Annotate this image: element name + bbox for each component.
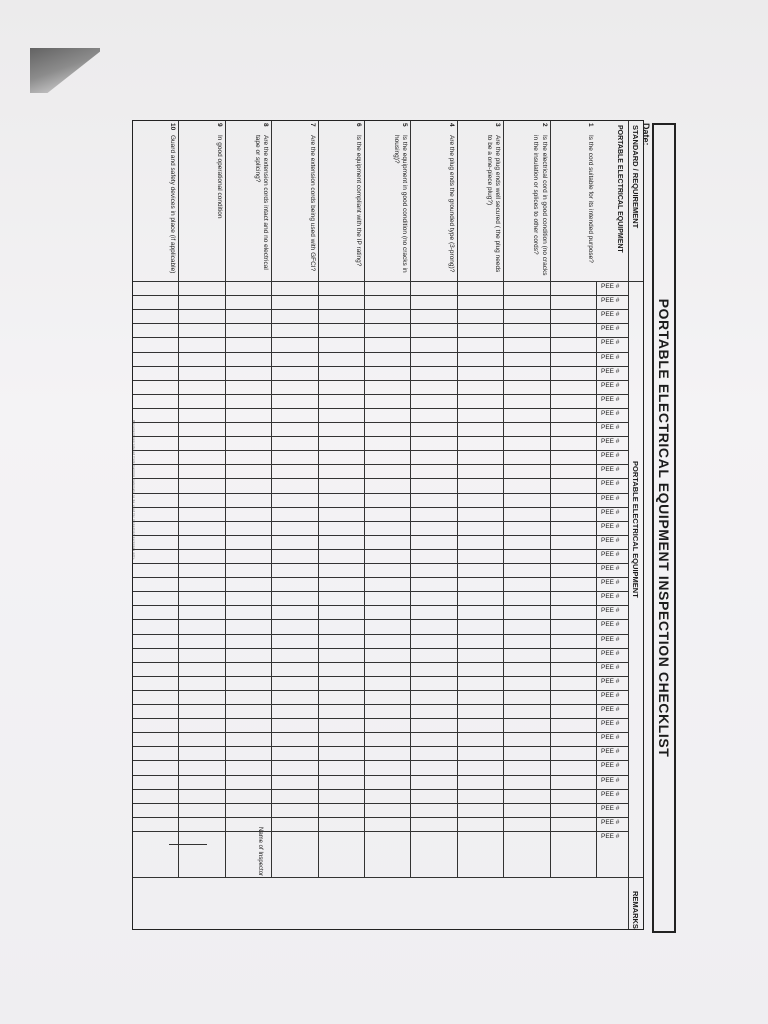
requirement-row [253,123,269,279]
pee-column-divider [133,563,629,564]
pee-column-divider [133,309,629,310]
pee-column-divider [133,464,629,465]
pee-number-label: PEE # [601,353,620,361]
pee-number-label: PEE # [601,438,620,446]
pee-number-label: PEE # [601,466,620,474]
pee-number-label: PEE # [601,579,620,587]
header-remarks: REMARKS [631,891,640,929]
pee-column-divider [133,605,629,606]
pee-number-label: PEE # [601,635,620,643]
pee-number-label: PEE # [601,621,620,629]
checklist-sheet [129,120,684,940]
requirement-row [168,123,176,279]
requirement-row [354,123,362,279]
pee-label-band-line [596,281,597,877]
requirement-number: 2 [540,123,548,127]
pee-number-label: PEE # [601,522,620,530]
header-equipment: PORTABLE ELECTRICAL EQUIPMENT [631,461,640,598]
pee-column-divider [133,295,629,296]
table-header-row [628,121,643,929]
pee-column-divider [133,507,629,508]
pee-column-divider [133,803,629,804]
pee-number-label: PEE # [601,607,620,615]
requirement-row-divider [178,121,179,877]
remarks-column-divider [133,877,643,878]
pee-number-label: PEE # [601,339,620,347]
pee-number-label: PEE # [601,283,620,290]
pee-number-label: PEE # [601,395,620,403]
pee-number-label: PEE # [601,790,620,798]
pee-column-divider [133,337,629,338]
pee-column-divider [133,352,629,353]
pee-column-divider [133,634,629,635]
requirement-row-divider [271,121,272,877]
requirement-text: Are the plug ends well secured ( the plug needs to be a one-piece plug?) [486,135,502,273]
requirement-number: 8 [262,123,270,127]
pee-column-divider [133,521,629,522]
pee-column-divider [133,535,629,536]
pee-column-divider [133,817,629,818]
requirement-row [485,123,501,279]
pee-column-divider [133,436,629,437]
pee-column-divider [133,718,629,719]
pee-column-divider [133,648,629,649]
requirement-text: Is the electrical cord in good condition (no cracks in the insulation or splices to other cords? [532,135,548,276]
requirement-row [586,123,594,279]
requirement-number: 7 [308,123,316,127]
requirement-text: In good operational condition [215,135,223,219]
pee-column-divider [133,450,629,451]
requirement-text: Is the equipment compliant with the IP rating? [355,135,362,267]
pee-number-label: PEE # [601,677,620,685]
pee-number-label: PEE # [601,536,620,544]
requirement-row [447,123,455,279]
requirement-row-divider [225,121,226,877]
pee-number-label: PEE # [601,409,620,417]
pee-number-label: PEE # [601,663,620,671]
requirement-row-divider [503,121,504,877]
pee-number-label: PEE # [601,706,620,713]
pee-number-label: PEE # [601,424,620,431]
date-label: Date: [641,123,651,146]
pee-column-divider [133,619,629,620]
section-label: PORTABLE ELECTRICAL EQUIPMENT [616,125,623,253]
requirement-number: 10 [169,123,177,131]
pee-column-divider [133,493,629,494]
pee-column-divider [133,478,629,479]
pee-column-divider [133,323,629,324]
pee-number-label: PEE # [601,818,620,826]
pee-number-label: PEE # [601,776,620,784]
requirement-row-divider [457,121,458,877]
pee-column-divider [133,746,629,747]
pee-number-label: PEE # [601,734,620,742]
pee-number-label: PEE # [601,593,620,601]
pee-column-divider [133,422,629,423]
requirement-row-divider [364,121,365,877]
requirement-row [531,123,547,279]
pee-number-label: PEE # [601,832,620,840]
pee-column-divider [133,408,629,409]
pee-number-label: PEE # [601,748,620,756]
pee-number-label: PEE # [601,480,620,488]
inspector-signature-line [169,844,207,845]
requirement-row [392,123,408,279]
requirement-text: Are the plug ends the grounded type (3-prong)? [447,135,455,273]
pee-number-label: PEE # [601,325,620,333]
scan-corner-shadow [30,48,100,93]
header-standard: STANDARD / REQUIREMENT [631,125,640,229]
inspector-label: Name of Inspector [257,827,263,877]
requirement-text: Are the extension cords being used with GFCI? [308,135,316,272]
pee-column-divider [133,831,629,832]
requirement-row-divider [550,121,551,877]
requirement-number: 4 [447,123,455,127]
pee-column-divider [133,690,629,691]
pee-number-label: PEE # [601,311,620,319]
page-title: PORTABLE ELECTRICAL EQUIPMENT INSPECTION CHECKLIST [656,298,672,758]
pee-number-label: PEE # [601,381,620,389]
pee-number-label: PEE # [601,494,620,502]
pee-column-divider [133,366,629,367]
footnote: Document reproduced from training materials; to be used for inspection purposes only. [132,420,136,561]
pee-column-divider [133,732,629,733]
requirement-number: 9 [215,123,223,127]
pee-column-divider [133,704,629,705]
requirement-text: Guard and safety devices in place (if applicable) [169,135,177,274]
requirement-column-divider [133,281,643,282]
pee-column-divider [133,789,629,790]
pee-number-label: PEE # [601,565,620,572]
pee-column-divider [133,760,629,761]
pee-number-label: PEE # [601,508,620,516]
requirement-row-divider [410,121,411,877]
pee-number-label: PEE # [601,550,620,558]
pee-number-label: PEE # [601,691,620,699]
pee-column-divider [133,380,629,381]
requirement-text: Is the equipment in good condition (no cracks in housing)? [393,135,409,273]
requirement-number: 3 [494,123,502,127]
pee-number-label: PEE # [601,804,620,812]
requirement-row-divider [318,121,319,877]
pee-number-label: PEE # [601,297,620,305]
pee-column-divider [133,549,629,550]
requirement-number: 1 [587,123,594,127]
requirement-number: 5 [401,123,409,127]
requirement-row [215,123,223,279]
pee-column-divider [133,662,629,663]
requirement-text: Is the cord suitable for its intended purpose? [587,135,594,263]
requirement-number: 6 [355,123,362,127]
requirement-row [307,123,315,279]
pee-number-label: PEE # [601,367,620,375]
pee-column-divider [133,577,629,578]
requirement-text: Are the extension cords intact and no electrical tape or splicing? [254,135,270,270]
pee-column-divider [133,591,629,592]
pee-number-label: PEE # [601,649,620,657]
pee-number-label: PEE # [601,452,620,460]
pee-column-divider [133,676,629,677]
pee-number-label: PEE # [601,762,620,770]
pee-number-label: PEE # [601,720,620,728]
pee-column-divider [133,775,629,776]
checklist-table [132,120,644,930]
title-box [652,123,676,933]
pee-column-divider [133,394,629,395]
